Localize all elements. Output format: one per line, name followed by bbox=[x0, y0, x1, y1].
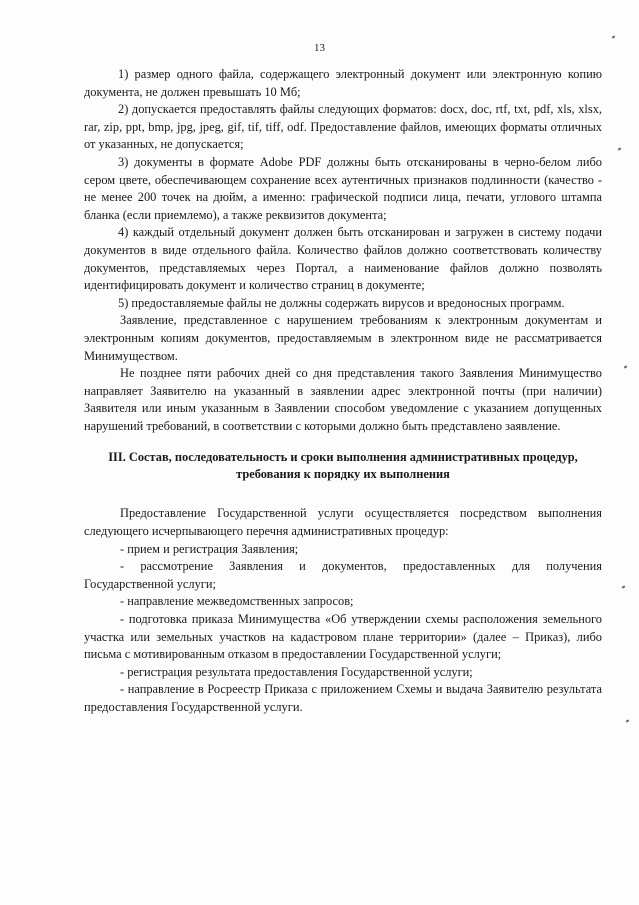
scan-speck bbox=[612, 35, 616, 38]
requirement-3: 3) документы в формате Adobe PDF должны быть отсканированы в черно-белом либо сером цвете, обеспечивающем сохранение всех аутентичных признаков подлинности (качество - не менее 200 точек на дюйм, а именно: графической подписи лица, печати, углового штампа бланка (если приемлемо), а также реквизитов документа; bbox=[84, 154, 602, 222]
page-number: 13 bbox=[314, 42, 325, 54]
scan-speck bbox=[618, 147, 622, 150]
scan-speck bbox=[622, 585, 626, 588]
requirement-1: 1) размер одного файла, содержащего электронный документ или электронную копию документа, не должен превышать 10 Мб; bbox=[84, 67, 602, 99]
scan-speck bbox=[626, 719, 630, 722]
procedure-item: - прием и регистрация Заявления; bbox=[120, 541, 299, 556]
procedure-item: - регистрация результата предоставления Государственной услуги; bbox=[120, 664, 473, 679]
document-body bbox=[84, 66, 602, 717]
paragraph-not-considered: Заявление, представленное с нарушением требованиям к электронным документам и электронным копиям документов, предоставляемым в электронном виде не рассматривается Минимуществом. bbox=[84, 313, 602, 363]
requirement-2: 2) допускается предоставлять файлы следующих форматов: docx, doc, rtf, txt, pdf, xls, xlsx, rar, zip, ppt, bmp, jpg, jpeg, gif, tif, tiff, odf. Предоставление файлов, имеющих форматы отличных от указанных, не допускается; bbox=[84, 102, 602, 152]
procedure-item: - подготовка приказа Минимущества «Об утверждении схемы расположения земельного участка или земельных участков на кадастровом плане территории» (далее – Приказ), либо письма с мотивированным отказом в предоставлении Государственной услуги; bbox=[84, 612, 602, 662]
procedure-item: - направление в Росреестр Приказа с приложением Схемы и выдача Заявителю результата предоставления Государственной услуги. bbox=[84, 682, 602, 714]
scan-speck bbox=[624, 365, 628, 368]
procedure-item: - направление межведомственных запросов; bbox=[120, 594, 354, 609]
section-heading: III. Состав, последовательность и сроки выполнения административных процедур, требования к порядку их выполнения bbox=[108, 450, 578, 482]
requirement-4: 4) каждый отдельный документ должен быть отсканирован и загружен в систему подачи документов в виде отдельного файла. Количество файлов должно соответствовать количеству документов, представляемых через Портал, а наименование файлов должно позволять идентифицировать документ и количество страниц в документе; bbox=[84, 225, 602, 293]
procedure-item: - рассмотрение Заявления и документов, предоставленных для получения Государственной услуги; bbox=[84, 559, 602, 591]
requirement-5: 5) предоставляемые файлы не должны содержать вирусов и вредоносных программ. bbox=[118, 295, 565, 310]
procedures-intro: Предоставление Государственной услуги осуществляется посредством выполнения следующего исчерпывающего перечня административных процедур: bbox=[84, 506, 602, 539]
paragraph-five-days: Не позднее пяти рабочих дней со дня представления такого Заявления Минимущество направляет Заявителю на указанный в заявлении адрес электронной почты (при наличии) Заявителя или иным указанным в Заявлении способом уведомление с указанием допущенных нарушений требований, в соответствии с которыми должно быть представлено заявление. bbox=[84, 366, 602, 433]
